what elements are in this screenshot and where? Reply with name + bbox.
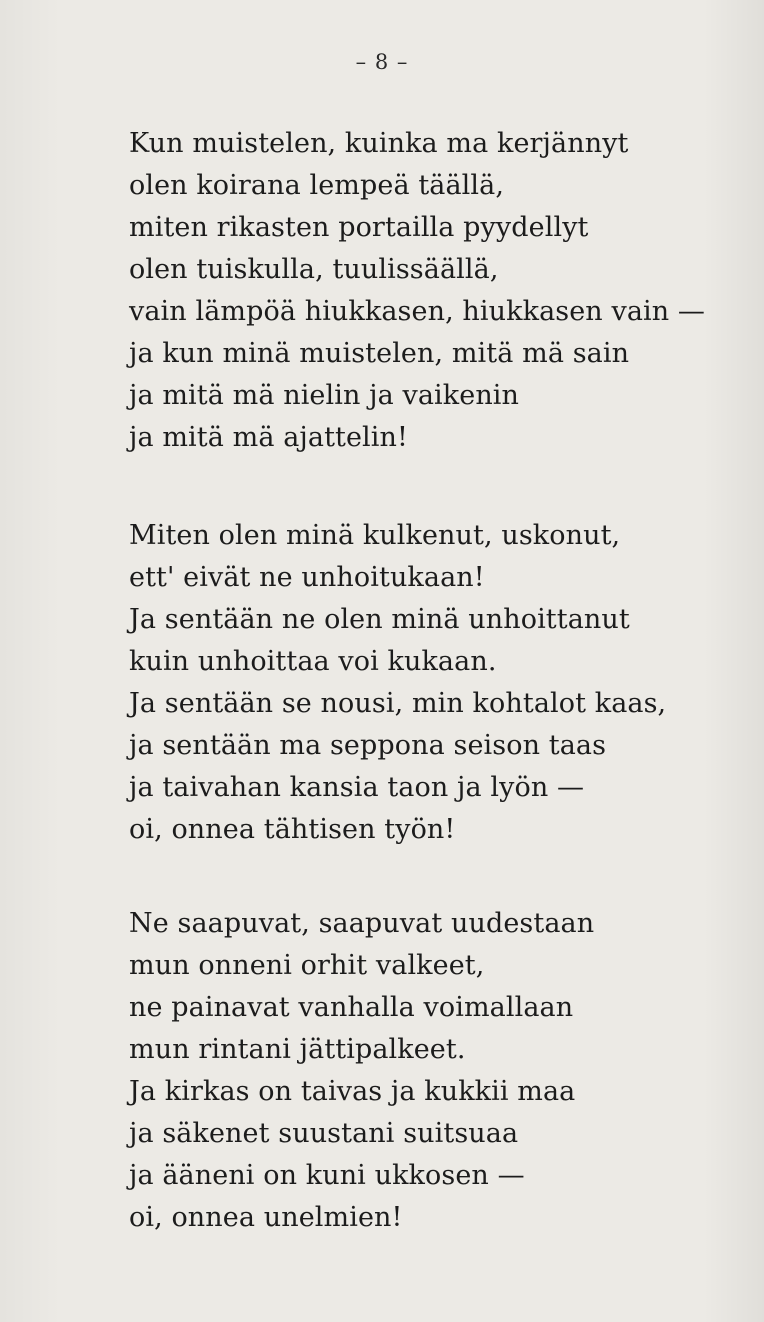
poem-line: oi, onnea tähtisen työn! bbox=[129, 814, 456, 845]
poem-line: olen tuiskulla, tuulissäällä, bbox=[129, 254, 499, 285]
poem-line: Ja sentään ne olen minä unhoittanut bbox=[129, 604, 630, 635]
poem-line: miten rikasten portailla pyydellyt bbox=[129, 212, 589, 243]
poem-line: mun rintani jättipalkeet. bbox=[129, 1034, 466, 1065]
poem-line: vain lämpöä hiukkasen, hiukkasen vain — bbox=[129, 296, 706, 327]
poem-line: ja sentään ma seppona seison taas bbox=[129, 730, 607, 761]
stanza-1 bbox=[129, 123, 729, 459]
poem-line: Ne saapuvat, saapuvat uudestaan bbox=[129, 908, 595, 939]
stanza-3 bbox=[129, 903, 729, 1239]
poem-line: ett' eivät ne unhoitukaan! bbox=[129, 562, 485, 593]
poem-line: mun onneni orhit valkeet, bbox=[129, 950, 485, 981]
stanza-2 bbox=[129, 515, 729, 851]
page-number: – 8 – bbox=[355, 50, 409, 74]
poem-line: oi, onnea unelmien! bbox=[129, 1202, 403, 1233]
poem-line: ne painavat vanhalla voimallaan bbox=[129, 992, 574, 1023]
poem-line: ja säkenet suustani suitsuaa bbox=[129, 1118, 519, 1149]
poem-line: Ja sentään se nousi, min kohtalot kaas, bbox=[129, 688, 667, 719]
poem-line: ja kun minä muistelen, mitä mä sain bbox=[129, 338, 630, 369]
poem-line: Kun muistelen, kuinka ma kerjännyt bbox=[129, 128, 629, 159]
poem-line: ja mitä mä ajattelin! bbox=[129, 422, 408, 453]
poem-line: kuin unhoittaa voi kukaan. bbox=[129, 646, 497, 677]
poem-line: olen koirana lempeä täällä, bbox=[129, 170, 505, 201]
poem-line: ja mitä mä nielin ja vaikenin bbox=[129, 380, 520, 411]
poem-line: Ja kirkas on taivas ja kukkii maa bbox=[129, 1076, 576, 1107]
poem-line: ja ääneni on kuni ukkosen — bbox=[129, 1160, 525, 1191]
poem-line: Miten olen minä kulkenut, uskonut, bbox=[129, 520, 621, 551]
poem-line: ja taivahan kansia taon ja lyön — bbox=[129, 772, 585, 803]
